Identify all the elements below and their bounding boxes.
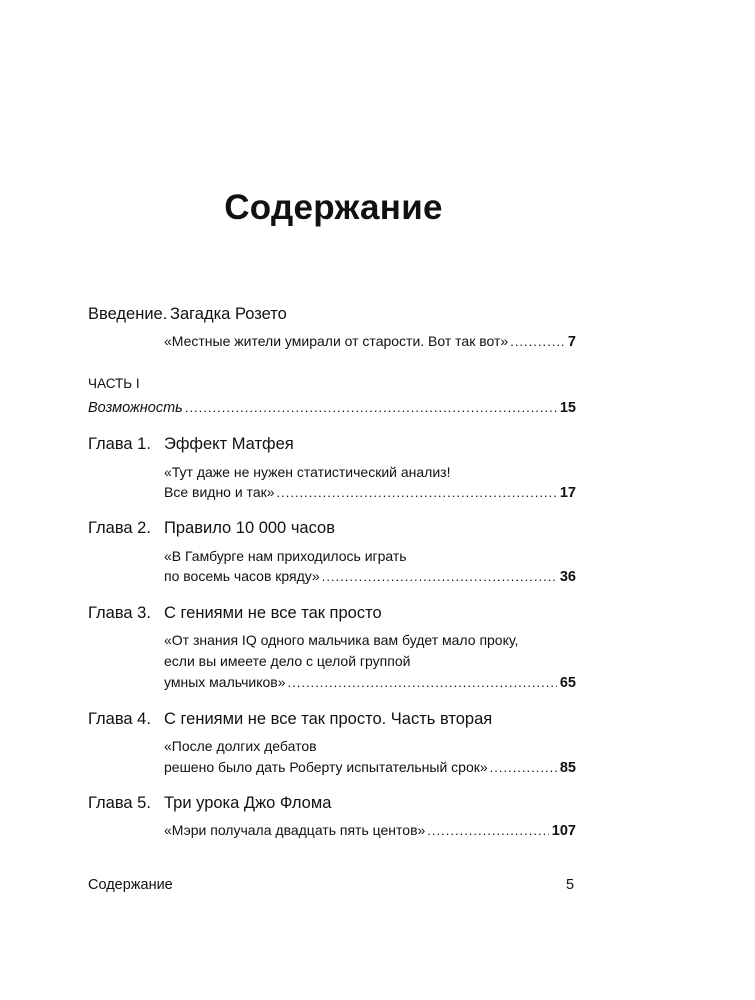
chapter-subtitle-line: умных мальчиков»: [164, 674, 286, 690]
dot-leader: [322, 567, 557, 587]
intro-page-number: 7: [567, 334, 576, 350]
chapter-subtitle-line: «После долгих дебатов: [164, 738, 317, 754]
chapter-title: Эффект Матфея: [164, 435, 294, 453]
chapter-label: Глава 4.: [88, 710, 151, 728]
chapter-subtitle-last: [164, 820, 576, 841]
chapter-label: Глава 5.: [88, 794, 151, 812]
chapter-subtitle-line: если вы имеете дело с целой группой: [164, 653, 411, 669]
chapter-subtitle-last: [164, 672, 576, 693]
chapter-page-number: 85: [559, 760, 576, 776]
chapter-page-number: 65: [559, 675, 576, 691]
dot-leader: [277, 483, 557, 503]
chapter-title: С гениями не все так просто. Часть вторая: [164, 710, 493, 728]
intro-label: Введение.: [88, 305, 168, 323]
chapter-subtitle-line: «Мэри получала двадцать пять центов»: [164, 822, 426, 838]
chapter-page-number: 17: [559, 485, 576, 501]
chapter-subtitle-last: [164, 482, 576, 503]
page-title: Содержание: [224, 188, 443, 227]
intro-subtitle-line: «Местные жители умирали от старости. Вот так вот»: [164, 333, 509, 349]
chapter-subtitle-line: «В Гамбурге нам приходилось играть: [164, 548, 407, 564]
chapter-label: Глава 3.: [88, 604, 151, 622]
running-footer: Содержание: [88, 877, 173, 893]
part-page-number: 15: [559, 400, 576, 416]
intro-title: Загадка Розето: [170, 305, 287, 323]
chapter-page-number: 107: [551, 823, 576, 839]
chapter-title: Три урока Джо Флома: [164, 794, 332, 812]
chapter-subtitle-last: [164, 566, 576, 587]
dot-leader: [510, 332, 565, 352]
intro-subtitle: [164, 331, 576, 352]
chapter-label: Глава 2.: [88, 519, 151, 537]
dot-leader: [288, 673, 557, 693]
chapter-label: Глава 1.: [88, 435, 151, 453]
chapter-subtitle-line: решено было дать Роберту испытательный срок»: [164, 759, 488, 775]
chapter-subtitle-line: Все видно и так»: [164, 484, 275, 500]
chapter-page-number: 36: [559, 569, 576, 585]
chapter-subtitle-line: «Тут даже не нужен статистический анализ!: [164, 464, 451, 480]
part-entry: [88, 398, 576, 418]
dot-leader: [427, 821, 549, 841]
chapter-title: Правило 10 000 часов: [164, 519, 335, 537]
chapter-title: С гениями не все так просто: [164, 604, 382, 622]
chapter-subtitle-line: «От знания IQ одного мальчика вам будет мало проку,: [164, 632, 519, 648]
footer-page-number: 5: [566, 877, 575, 893]
part-title: Возможность: [88, 400, 183, 416]
dot-leader: [490, 758, 557, 778]
dot-leader: [185, 398, 557, 418]
chapter-subtitle-last: [164, 757, 576, 778]
part-label: ЧАСТЬ I: [88, 376, 140, 391]
chapter-subtitle-line: по восемь часов кряду»: [164, 568, 320, 584]
